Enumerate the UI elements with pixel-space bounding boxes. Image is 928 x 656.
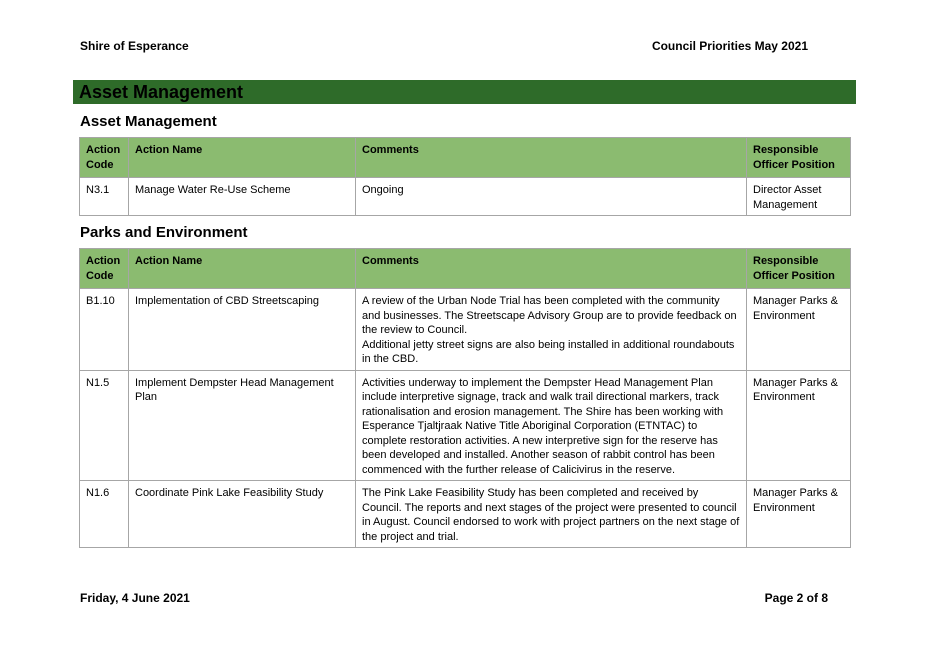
table-header-row <box>80 138 851 178</box>
table-row <box>80 178 851 216</box>
cell-code: N3.1 <box>80 178 129 216</box>
table-asset-management <box>79 137 851 216</box>
footer-date: Friday, 4 June 2021 <box>80 591 190 605</box>
column-header-officer: Responsible Officer Position <box>747 138 851 178</box>
footer-page-number: Page 2 of 8 <box>764 591 828 605</box>
cell-comments: Activities underway to implement the Dempster Head Management Plan include interpretive signage, track and walk trail directional markers, track rationalisation and erosion management. The Shire has been working with Esperance Tjaltjraak Native Title Aboriginal Corporation (ETNTAC) to complete restoration activities. A new interpretive sign for the reserve has been developed and installed. Another season of rabbit control has been commenced with the further release of Calicivirus in the reserve. <box>356 370 747 481</box>
column-header-comments: Comments <box>356 138 747 178</box>
header-organisation: Shire of Esperance <box>80 39 189 53</box>
cell-comments: The Pink Lake Feasibility Study has been completed and received by Council. The reports and next stages of the project were presented to council in August. Council endorsed to work with project partners on the next stage of the project and trial. <box>356 481 747 548</box>
column-header-officer: Responsible Officer Position <box>747 249 851 289</box>
cell-officer: Manager Parks & Environment <box>747 289 851 371</box>
cell-name: Coordinate Pink Lake Feasibility Study <box>129 481 356 548</box>
cell-name: Implementation of CBD Streetscaping <box>129 289 356 371</box>
cell-officer: Manager Parks & Environment <box>747 370 851 481</box>
cell-code: B1.10 <box>80 289 129 371</box>
column-header-name: Action Name <box>129 138 356 178</box>
cell-comments: Ongoing <box>356 178 747 216</box>
table-row <box>80 370 851 481</box>
cell-name: Implement Dempster Head Management Plan <box>129 370 356 481</box>
column-header-code: Action Code <box>80 249 129 289</box>
cell-code: N1.5 <box>80 370 129 481</box>
table-row <box>80 481 851 548</box>
header-document-title: Council Priorities May 2021 <box>651 39 808 53</box>
column-header-comments: Comments <box>356 249 747 289</box>
table-parks-environment <box>79 248 851 548</box>
section-banner: Asset Management <box>73 80 856 104</box>
cell-name: Manage Water Re-Use Scheme <box>129 178 356 216</box>
table-row <box>80 289 851 371</box>
cell-officer: Director Asset Management <box>747 178 851 216</box>
column-header-code: Action Code <box>80 138 129 178</box>
cell-code: N1.6 <box>80 481 129 548</box>
cell-comments: A review of the Urban Node Trial has been completed with the community and businesses. The Streetscape Advisory Group are to provide feedback on the review to Council. Additional jetty street signs are also being installed in additional roundabouts in the CBD. <box>356 289 747 371</box>
column-header-name: Action Name <box>129 249 356 289</box>
section-title-asset-management: Asset Management <box>80 113 217 130</box>
section-title-parks-environment: Parks and Environment <box>80 224 248 241</box>
table-header-row <box>80 249 851 289</box>
cell-officer: Manager Parks & Environment <box>747 481 851 548</box>
